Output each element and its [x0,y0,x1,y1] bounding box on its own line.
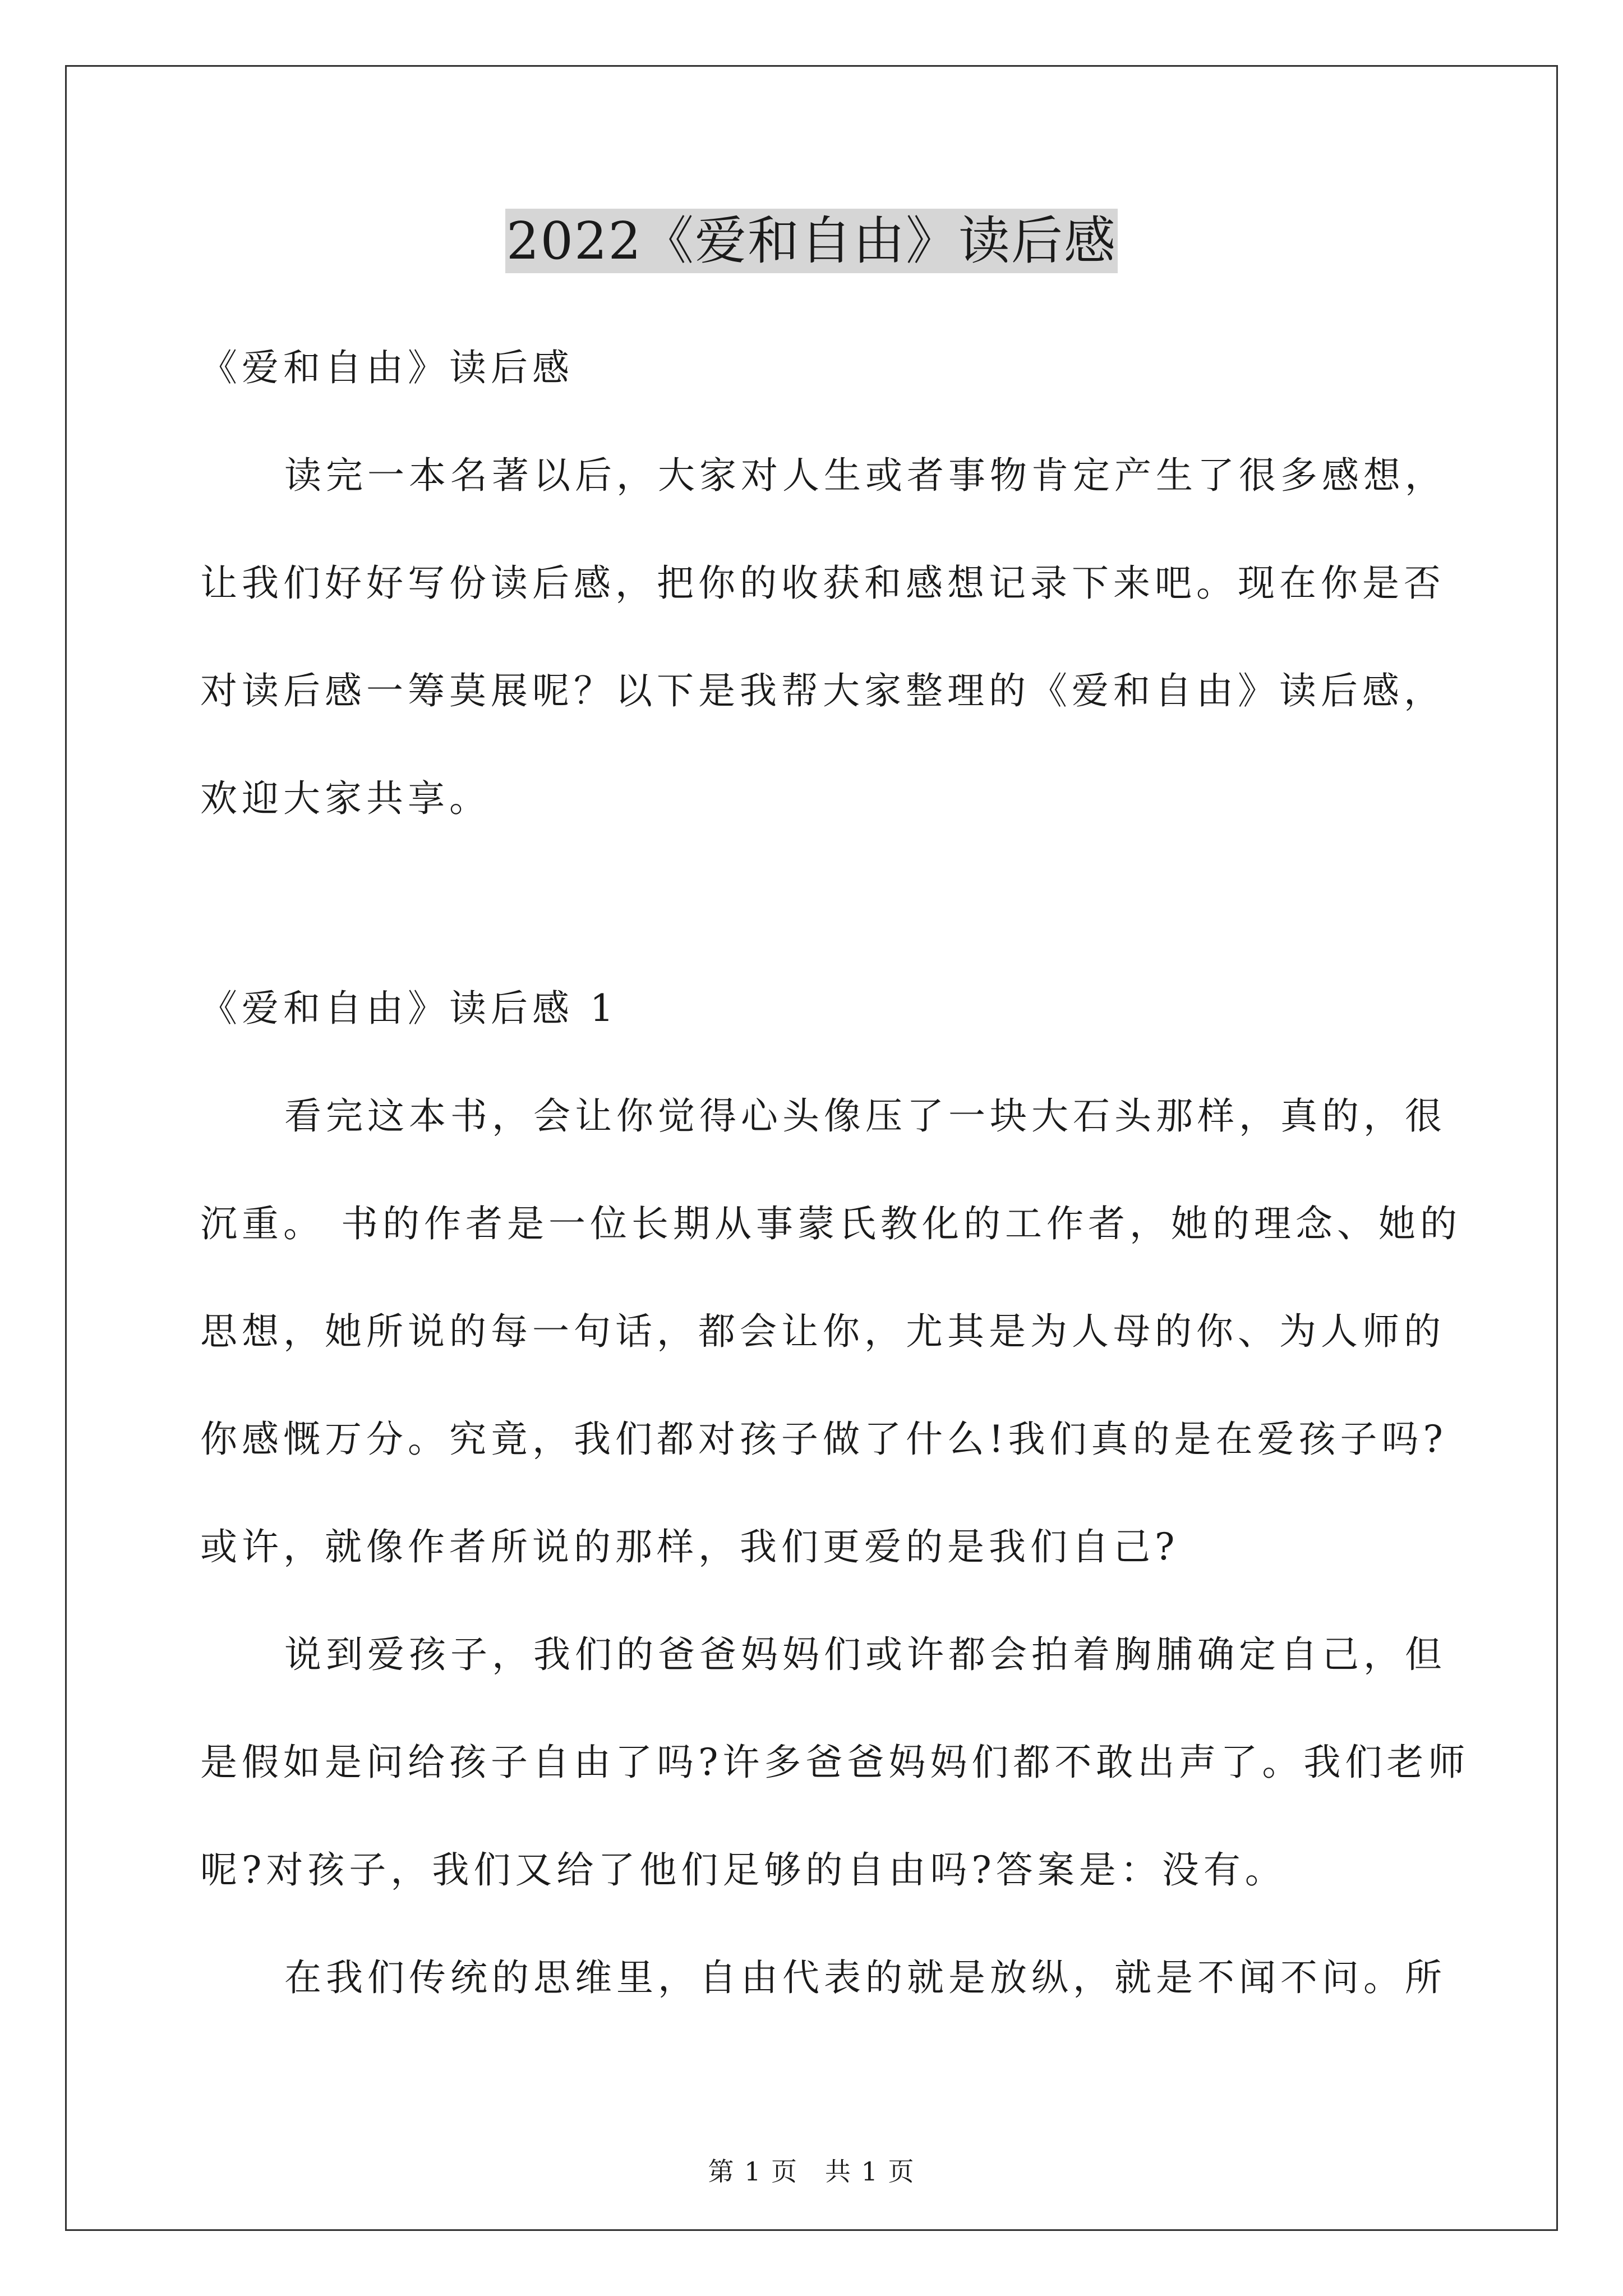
paragraph-line: 呢?对孩子，我们又给了他们足够的自由吗?答案是：没有。 [200,1848,1287,1892]
intro-line: 让我们好好写份读后感，把你的收获和感想记录下来吧。现在你是否 [200,562,1445,605]
paragraph-line: 说到爱孩子，我们的爸爸妈妈们或许都会拍着胸脯确定自己，但 [284,1633,1446,1676]
paragraph-line: 你感慨万分。究竟，我们都对孩子做了什么!我们真的是在爱孩子吗? [200,1418,1447,1461]
document-title [0,208,1623,275]
intro-line: 读完一本名著以后，大家对人生或者事物肯定产生了很多感想， [284,454,1446,497]
page-footer: 第 1 页 共 1 页 [708,2156,915,2187]
paragraph-line: 看完这本书，会让你觉得心头像压了一块大石头那样，真的，很 [284,1094,1446,1138]
intro-line: 对读后感一筹莫展呢？以下是我帮大家整理的《爱和自由》读后感， [200,669,1445,712]
section-spacer [200,853,1434,955]
intro-line: 欢迎大家共享。 [200,777,491,820]
paragraph-line: 或许，就像作者所说的那样，我们更爱的是我们自己? [200,1525,1179,1568]
paragraph-line: 沉重。 书的作者是一位长期从事蒙氏教化的工作者，她的理念、她的 [200,1202,1461,1245]
document-title-text: 2022《爱和自由》读后感 [505,209,1118,273]
paragraph-line: 是假如是问给孩子自由了吗?许多爸爸妈妈们都不敢出声了。我们老师 [200,1741,1470,1784]
document-body [200,314,1470,2032]
intro-heading: 《爱和自由》读后感 [200,346,574,389]
paragraph-line: 在我们传统的思维里，自由代表的就是放纵，就是不闻不问。所 [284,1956,1446,1999]
paragraph-line: 思想，她所说的每一句话，都会让你，尤其是为人母的你、为人师的 [200,1310,1445,1353]
section-heading: 《爱和自由》读后感 1 [200,987,618,1030]
